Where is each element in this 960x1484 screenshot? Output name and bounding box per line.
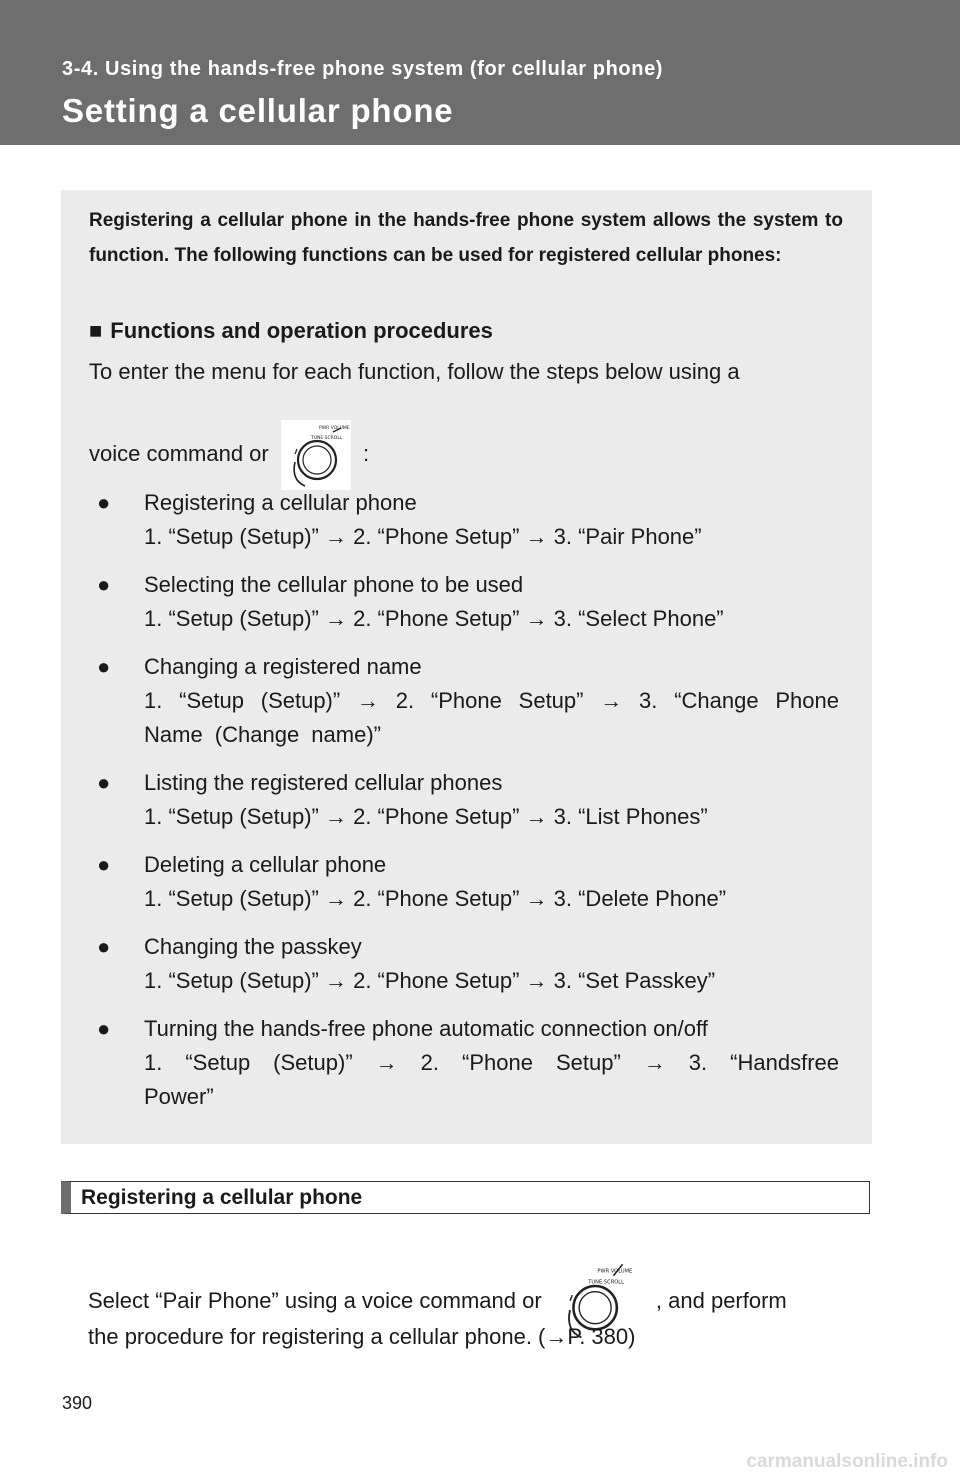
function-steps: 1. “Setup (Setup)” → 2. “Phone Setup” → 3. “Handsfree Power” [144,1050,839,1109]
list-item [97,930,839,998]
function-label: Selecting the cellular phone to be used [144,572,524,597]
list-item [97,650,839,752]
function-steps: 1. “Setup (Setup)” → 2. “Phone Setup” → 3. “List Phones” [144,804,708,829]
instruction-after-knob: : [363,440,370,466]
bullet-icon: ● [97,934,111,959]
page-header [0,0,960,145]
knob-label-top: PWR VOLUME [597,1268,633,1275]
list-item [97,766,839,834]
instruction-before-knob: voice command or [89,440,269,466]
bullet-icon: ● [97,572,111,597]
function-steps: 1. “Setup (Setup)” → 2. “Phone Setup” → 3. “Delete Phone” [144,886,727,911]
page-title: Setting a cellular phone [62,92,454,129]
knob-label-sub: TUNE·SCROLL [588,1279,624,1286]
section-title: 3-4. Using the hands-free phone system (for cellular phone) [62,58,664,80]
function-label: Deleting a cellular phone [144,852,387,877]
knob-label-sub: TUNE·SCROLL [310,436,343,441]
function-steps: 1. “Setup (Setup)” → 2. “Phone Setup” → 3. “Pair Phone” [144,524,702,549]
section-text-line2: the procedure for registering a cellular phone. (→P. 380) [88,1324,636,1349]
function-steps: 1. “Setup (Setup)” → 2. “Phone Setup” → 3. “Change Phone Name (Change name)” [144,688,839,747]
function-steps: 1. “Setup (Setup)” → 2. “Phone Setup” → 3. “Set Passkey” [144,968,716,993]
knob-label-top: PWR VOLUME [318,426,350,431]
instruction-text-line2 [89,420,369,490]
tune-scroll-knob-icon [281,420,351,490]
section-text-before-knob: Select “Pair Phone” using a voice command or [88,1287,542,1313]
bullet-icon: ● [97,1016,111,1041]
bullet-icon: ● [97,490,111,515]
bullet-icon: ● [97,852,111,877]
function-label: Changing the passkey [144,934,362,959]
page-number: 390 [62,1393,93,1413]
subheading-text: Functions and operation procedures [110,318,493,343]
list-item [97,568,839,636]
square-bullet-icon: ■ [89,318,103,343]
instruction-text: To enter the menu for each function, follow the steps below using a [89,359,740,384]
bullet-icon: ● [97,770,111,795]
function-label: Changing a registered name [144,654,422,679]
function-label: Registering a cellular phone [144,490,417,515]
function-list [97,486,839,1128]
function-label: Listing the registered cellular phones [144,770,503,795]
list-item [97,848,839,916]
intro-text: Registering a cellular phone in the hands-free phone system allows the system to function. The following functions can be used for registered cellular phones: [89,210,843,266]
list-item [97,486,839,554]
function-label: Turning the hands-free phone automatic connection on/off [144,1016,708,1041]
section-text-after-knob: , and perform [655,1287,787,1313]
footer-watermark: carmanualsonline.info [746,1451,948,1472]
subheading [89,318,493,344]
bullet-icon: ● [97,654,111,679]
list-item [97,1012,839,1114]
section-heading: Registering a cellular phone [61,1181,870,1214]
info-box [61,190,872,1144]
function-steps: 1. “Setup (Setup)” → 2. “Phone Setup” → 3. “Select Phone” [144,606,724,631]
